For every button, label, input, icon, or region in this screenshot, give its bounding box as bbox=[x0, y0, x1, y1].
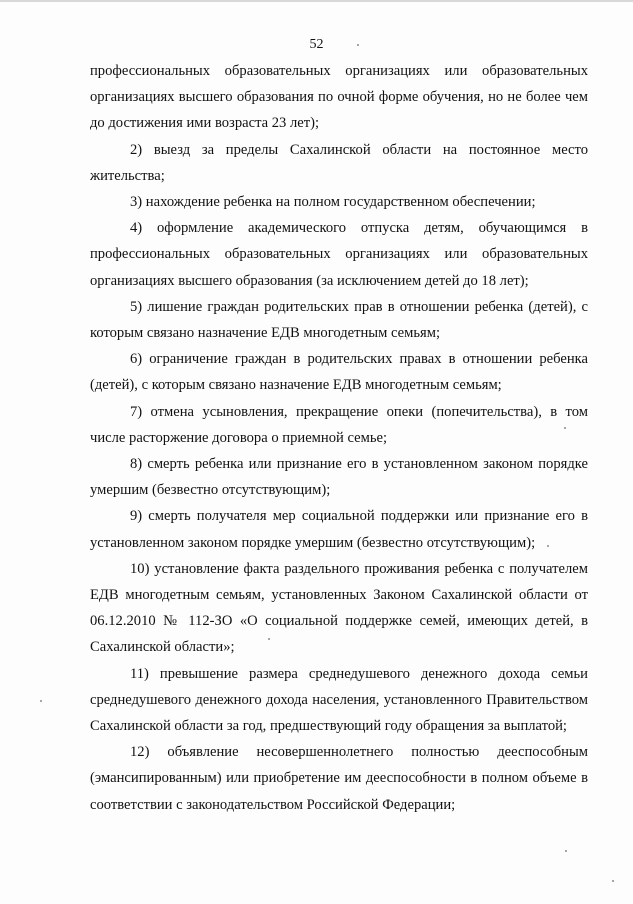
list-item-3: 3) нахождение ребенка на полном государственном обеспечении; bbox=[130, 194, 536, 211]
scan-top-edge bbox=[0, 0, 633, 2]
list-item-6: 6) ограничение граждан в родительских правах в отношении ребенка (детей), с которым связано назначение ЕДВ многодетным семьям; bbox=[90, 351, 588, 394]
scan-speck bbox=[565, 850, 567, 852]
scan-speck bbox=[40, 700, 42, 702]
scan-speck bbox=[564, 427, 566, 429]
list-item-8: 8) смерть ребенка или признание его в установленном законом порядке умершим (безвестно отсутствующим); bbox=[90, 456, 588, 499]
scan-speck bbox=[268, 638, 270, 640]
list-item-10: 10) установление факта раздельного проживания ребенка с получателем ЕДВ многодетным семьям, установленных Законом Сахалинской области от 06.12.2010 № 112-ЗО «О социальной поддержке семей, имеющих детей, в Сахалинской области»; bbox=[90, 560, 588, 656]
list-item-12: 12) объявление несовершеннолетнего полностью дееспособным (эмансипированным) или приобретение им дееспособности в полном объеме в соответствии с законодательством Российской Федерации; bbox=[90, 744, 588, 813]
list-item-9: 9) смерть получателя мер социальной поддержки или признание его в установленном законом порядке умершим (безвестно отсутствующим); bbox=[90, 508, 588, 551]
list-item-7: 7) отмена усыновления, прекращение опеки (попечительства), в том числе расторжение договора о приемной семье; bbox=[90, 403, 588, 446]
scan-speck bbox=[547, 545, 549, 547]
list-item-11: 11) превышение размера среднедушевого денежного дохода семьи среднедушевого денежного дохода населения, установленного Правительством Сахалинской области за год, предшествующий году обращения за выплатой; bbox=[90, 665, 588, 735]
page-number: 52 bbox=[309, 37, 324, 52]
list-item-5: 5) лишение граждан родительских прав в отношении ребенка (детей), с которым связано назначение ЕДВ многодетным семьям; bbox=[90, 298, 588, 342]
list-item-2: 2) выезд за пределы Сахалинской области на постоянное место жительства; bbox=[90, 141, 588, 184]
list-item-4: 4) оформление академического отпуска детям, обучающимся в профессиональных образовательных организациях или образовательных организациях высшего образования (за исключением детей до 18 лет); bbox=[90, 220, 588, 289]
paragraph-continuation: профессиональных образовательных организациях или образовательных организациях высшего образования по очной форме обучения, но не более чем до достижения ими возраста 23 лет); bbox=[90, 63, 588, 132]
document-body bbox=[90, 58, 588, 818]
scan-speck bbox=[612, 880, 614, 882]
scan-speck bbox=[357, 44, 359, 46]
